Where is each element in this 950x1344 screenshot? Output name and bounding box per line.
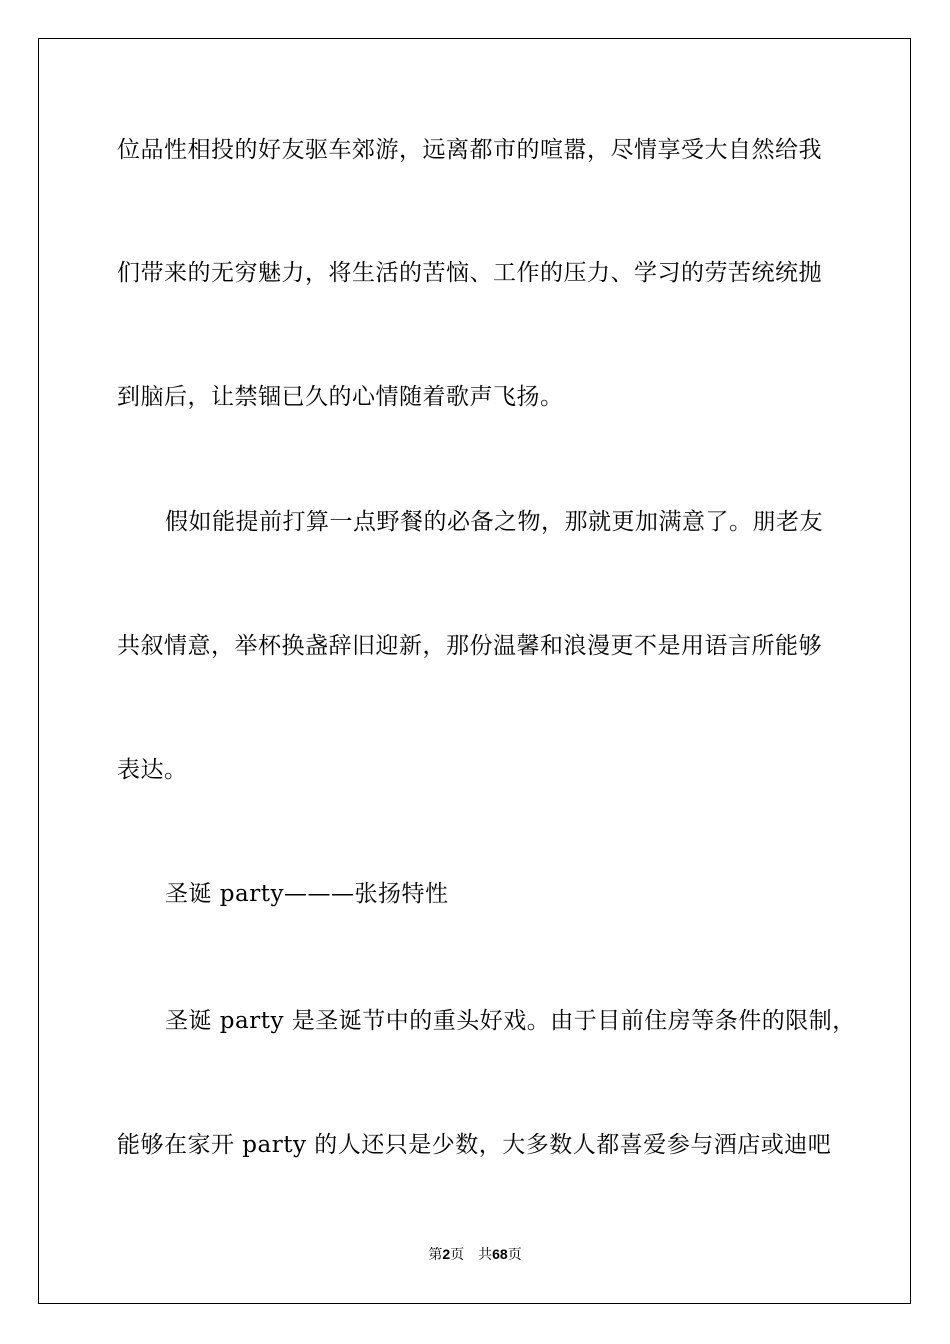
page-suffix: 页 [450, 1247, 465, 1263]
body-text-line: 能够在家开 party 的人还只是少数，大多数人都喜爱参与酒店或迪吧 [117, 1132, 832, 1158]
body-text-line: 们带来的无穷魅力，将生活的苦恼、工作的压力、学习的劳苦统统抛 [117, 260, 822, 286]
page-prefix: 第 [428, 1247, 443, 1263]
total-suffix: 页 [507, 1247, 522, 1263]
body-text-line: 圣诞 party 是圣诞节中的重头好戏。由于目前住房等条件的限制， [165, 1008, 856, 1034]
body-text-line: 位品性相投的好友驱车郊游，远离都市的喧嚣，尽情享受大自然给我 [117, 137, 822, 163]
page-border [38, 38, 911, 1304]
body-text-line: 共叙情意，举杯换盏辞旧迎新，那份温馨和浪漫更不是用语言所能够 [117, 633, 822, 659]
body-text-line: 表达。 [117, 757, 188, 783]
body-text-line: 到脑后，让禁锢已久的心情随着歌声飞扬。 [117, 384, 564, 410]
total-pages: 68 [492, 1246, 508, 1262]
page-number: 2 [442, 1246, 451, 1262]
section-heading: 圣诞 party———张扬特性 [165, 881, 449, 907]
body-text-line: 假如能提前打算一点野餐的必备之物，那就更加满意了。朋老友 [165, 509, 823, 535]
page-footer [0, 1245, 950, 1264]
total-prefix: 共 [478, 1247, 493, 1263]
